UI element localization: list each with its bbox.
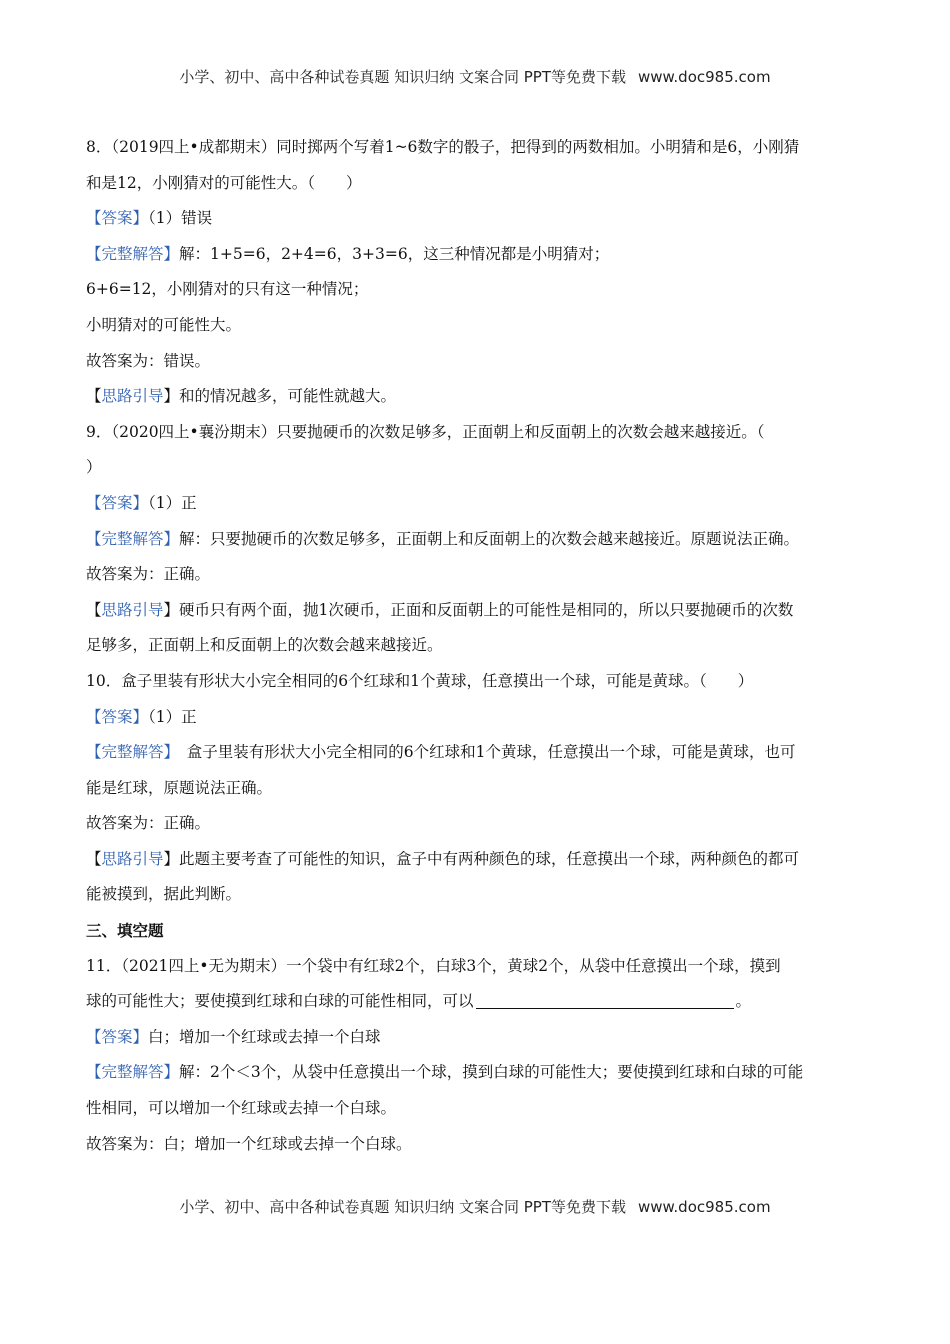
q9-line-1: 9．（2020四上•襄汾期末）只要抛硬币的次数足够多，正面朝上和反面朝上的次数会越来越接近。（ bbox=[86, 422, 765, 441]
q8-line-2: 和是12，小刚猜对的可能性大。（ ） bbox=[86, 173, 362, 192]
q10-solution bbox=[86, 735, 866, 771]
q10-solution-text: 盒子里装有形状大小完全相同的6个红球和1个黄球，任意摸出一个球，可能是黄球，也可 bbox=[171, 743, 796, 762]
hint-open: 【 bbox=[86, 600, 102, 619]
q11-answer bbox=[86, 1020, 866, 1056]
q9-hint-text: 硬币只有两个面，抛1次硬币，正面和反面朝上的可能性是相同的，所以只要抛硬币的次数 bbox=[179, 600, 794, 619]
solution-label: 【完整解答】 bbox=[86, 1063, 180, 1082]
q8-hint bbox=[86, 379, 866, 415]
footer-site[interactable]: www.doc985.com bbox=[637, 1198, 771, 1216]
q9-answer bbox=[86, 486, 866, 522]
page-footer bbox=[0, 1196, 950, 1217]
hint-open: 【 bbox=[86, 387, 102, 406]
solution-label: 【完整解答】 bbox=[86, 244, 180, 263]
q8-solution-text: 解：1+5=6，2+4=6，3+3=6，这三种情况都是小明猜对； bbox=[179, 244, 610, 263]
q8-solution bbox=[86, 237, 866, 273]
q11-line-2 bbox=[86, 984, 866, 1020]
q8-final: 故答案为：错误。 bbox=[86, 351, 211, 370]
hint-close: 】 bbox=[163, 849, 180, 868]
q10-hint bbox=[86, 842, 866, 878]
hint-label: 思路引导 bbox=[101, 387, 164, 406]
answer-label: 【答案】 bbox=[86, 1027, 149, 1046]
q8-answer-text: （1）错误 bbox=[148, 209, 213, 228]
q11-solution-line-2: 性相同，可以增加一个红球或去掉一个白球。 bbox=[86, 1099, 397, 1118]
answer-blank[interactable] bbox=[476, 992, 734, 1009]
q8-solution-line-3: 小明猜对的可能性大。 bbox=[86, 315, 242, 334]
solution-label: 【完整解答】 bbox=[86, 529, 180, 548]
q9-solution bbox=[86, 522, 866, 558]
q10-answer-text: （1）正 bbox=[148, 707, 197, 726]
hint-close: 】 bbox=[163, 600, 180, 619]
q8-line-1: 8．（2019四上•成都期末）同时掷两个写着1~6数字的骰子，把得到的两数相加。小明猜和是6，小刚猜 bbox=[86, 138, 800, 156]
q8-solution-line-2: 6+6=12，小刚猜对的只有这一种情况； bbox=[86, 280, 369, 299]
section-title: 三、填空题 bbox=[86, 921, 164, 941]
q10-hint-line-2: 能被摸到，据此判断。 bbox=[86, 885, 242, 904]
header-title: 小学、初中、高中各种试卷真题 知识归纳 文案合同 PPT等免费下载 bbox=[179, 68, 626, 86]
hint-label: 思路引导 bbox=[101, 849, 164, 868]
q10-solution-line-2: 能是红球，原题说法正确。 bbox=[86, 778, 273, 797]
q11-line-2-text: 球的可能性大；要使摸到红球和白球的可能性相同，可以 bbox=[86, 992, 474, 1011]
q10-hint-text: 此题主要考查了可能性的知识，盒子中有两种颜色的球，任意摸出一个球，两种颜色的都可 bbox=[179, 849, 800, 868]
page-header bbox=[0, 66, 950, 87]
q8-answer bbox=[86, 201, 866, 237]
q11-final: 故答案为：白；增加一个红球或去掉一个白球。 bbox=[86, 1134, 412, 1153]
q10-final: 故答案为：正确。 bbox=[86, 814, 211, 833]
q9-final: 故答案为：正确。 bbox=[86, 565, 211, 584]
hint-close: 】 bbox=[163, 387, 180, 406]
answer-label: 【答案】 bbox=[86, 209, 149, 228]
q11-solution bbox=[86, 1055, 866, 1091]
answer-label: 【答案】 bbox=[86, 707, 149, 726]
hint-open: 【 bbox=[86, 849, 102, 868]
solution-label: 【完整解答】 bbox=[86, 743, 172, 762]
q9-solution-text: 解：只要抛硬币的次数足够多，正面朝上和反面朝上的次数会越来越接近。原题说法正确。 bbox=[179, 529, 800, 548]
q10-answer bbox=[86, 700, 866, 736]
q9-line-2: ） bbox=[86, 458, 102, 477]
q11-solution-text: 解：2个＜3个，从袋中任意摸出一个球，摸到白球的可能性大；要使摸到红球和白球的可能 bbox=[179, 1063, 804, 1082]
answer-label: 【答案】 bbox=[86, 493, 149, 512]
header-site[interactable]: www.doc985.com bbox=[637, 68, 771, 86]
q9-answer-text: （1）正 bbox=[148, 493, 197, 512]
q8-hint-text: 和的情况越多，可能性就越大。 bbox=[179, 387, 397, 406]
q9-hint bbox=[86, 593, 866, 629]
q11-line-1: 11．（2021四上•无为期末）一个袋中有红球2个，白球3个，黄球2个，从袋中任意摸出一个球，摸到 bbox=[86, 956, 781, 975]
hint-label: 思路引导 bbox=[101, 600, 164, 619]
q9-hint-line-2: 足够多，正面朝上和反面朝上的次数会越来越接近。 bbox=[86, 636, 443, 655]
q11-line-2-end: 。 bbox=[735, 992, 752, 1011]
document-body bbox=[86, 130, 866, 1162]
q11-answer-text: 白；增加一个红球或去掉一个白球 bbox=[148, 1027, 381, 1046]
q10-line-1: 10．盒子里装有形状大小完全相同的6个红球和1个黄球，任意摸出一个球，可能是黄球。（ ） bbox=[86, 671, 754, 690]
footer-title: 小学、初中、高中各种试卷真题 知识归纳 文案合同 PPT等免费下载 bbox=[179, 1198, 626, 1216]
